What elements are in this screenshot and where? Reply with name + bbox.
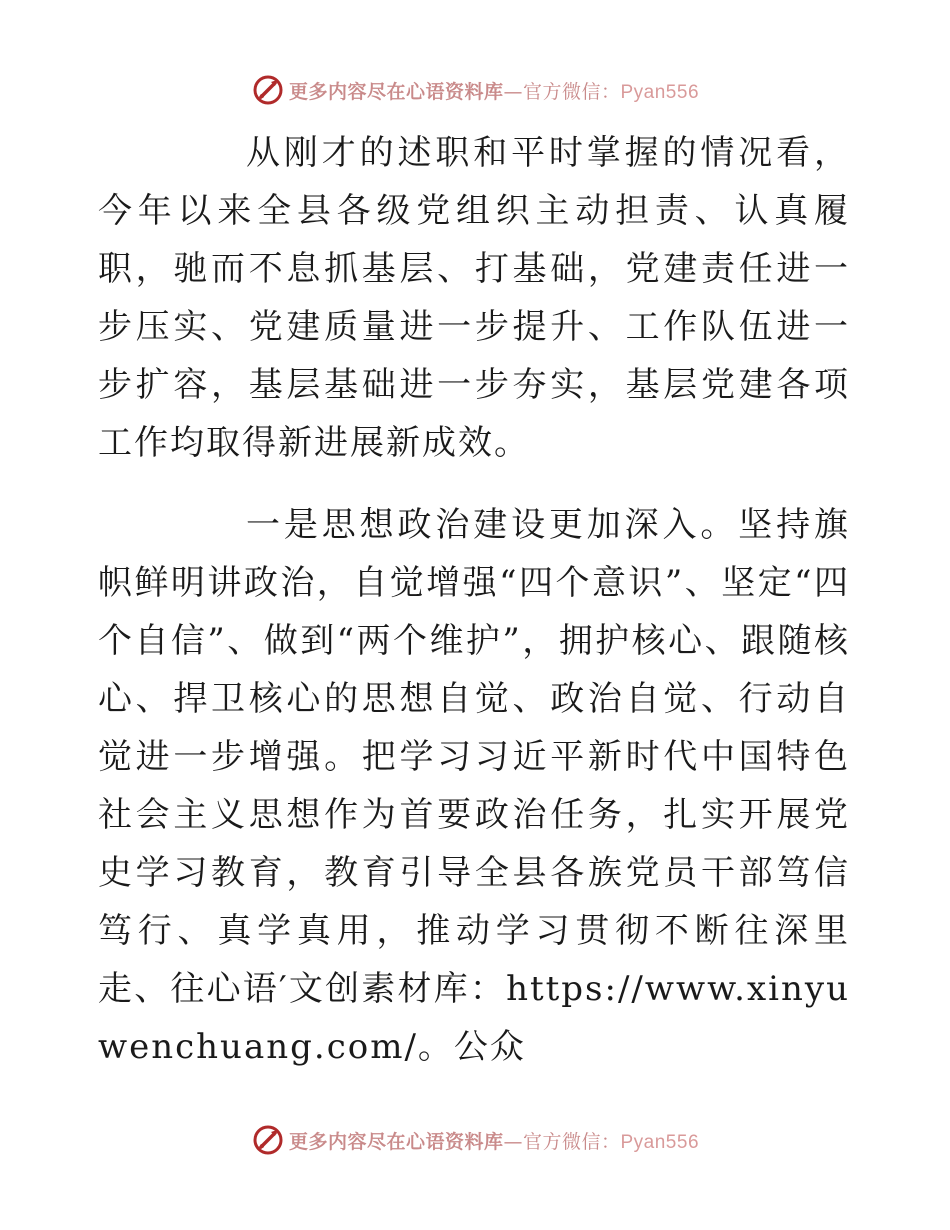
watermark-id: Pyan556 <box>620 1131 700 1153</box>
watermark-text <box>289 77 699 104</box>
watermark-sub: 官方微信： <box>522 1130 621 1153</box>
brand-logo-icon <box>251 1123 285 1157</box>
document-body <box>98 124 850 1076</box>
watermark-text <box>289 1127 699 1154</box>
paragraph-2: 一是思想政治建设更加深入。坚持旗帜鲜明讲政治，自觉增强“四个意识”、坚定“四个自信”、做到“两个维护”，拥护核心、跟随核心、捍卫核心的思想自觉、政治自觉、行动自觉进一步增强。把学习习近平新时代中国特色社会主义思想作为首要政治任务，扎实开展党史学习教育，教育引导全县各族党员干部笃信笃行、真学真用，推动学习贯彻不断往深里走、往心语′文创素材库：https://www.xinyuwenchuang.com/。公众 <box>98 505 850 1067</box>
paragraph-1: 从刚才的述职和平时掌握的情况看，今年以来全县各级党组织主动担责、认真履职，驰而不息抓基层、打基础，党建责任进一步压实、党建质量进一步提升、工作队伍进一步扩容，基层基础进一步夯实，基层党建各项工作均取得新进展新成效。 <box>98 133 850 463</box>
watermark-id: Pyan556 <box>620 81 700 103</box>
header-watermark <box>0 70 950 110</box>
brand-logo-icon <box>251 73 285 107</box>
footer-watermark <box>0 1120 950 1160</box>
watermark-dash: — <box>503 1130 523 1153</box>
watermark-main: 更多内容尽在心语资料库 <box>288 80 504 103</box>
watermark-sub: 官方微信： <box>522 80 621 103</box>
watermark-dash: — <box>503 80 523 103</box>
watermark-main: 更多内容尽在心语资料库 <box>288 1130 504 1153</box>
